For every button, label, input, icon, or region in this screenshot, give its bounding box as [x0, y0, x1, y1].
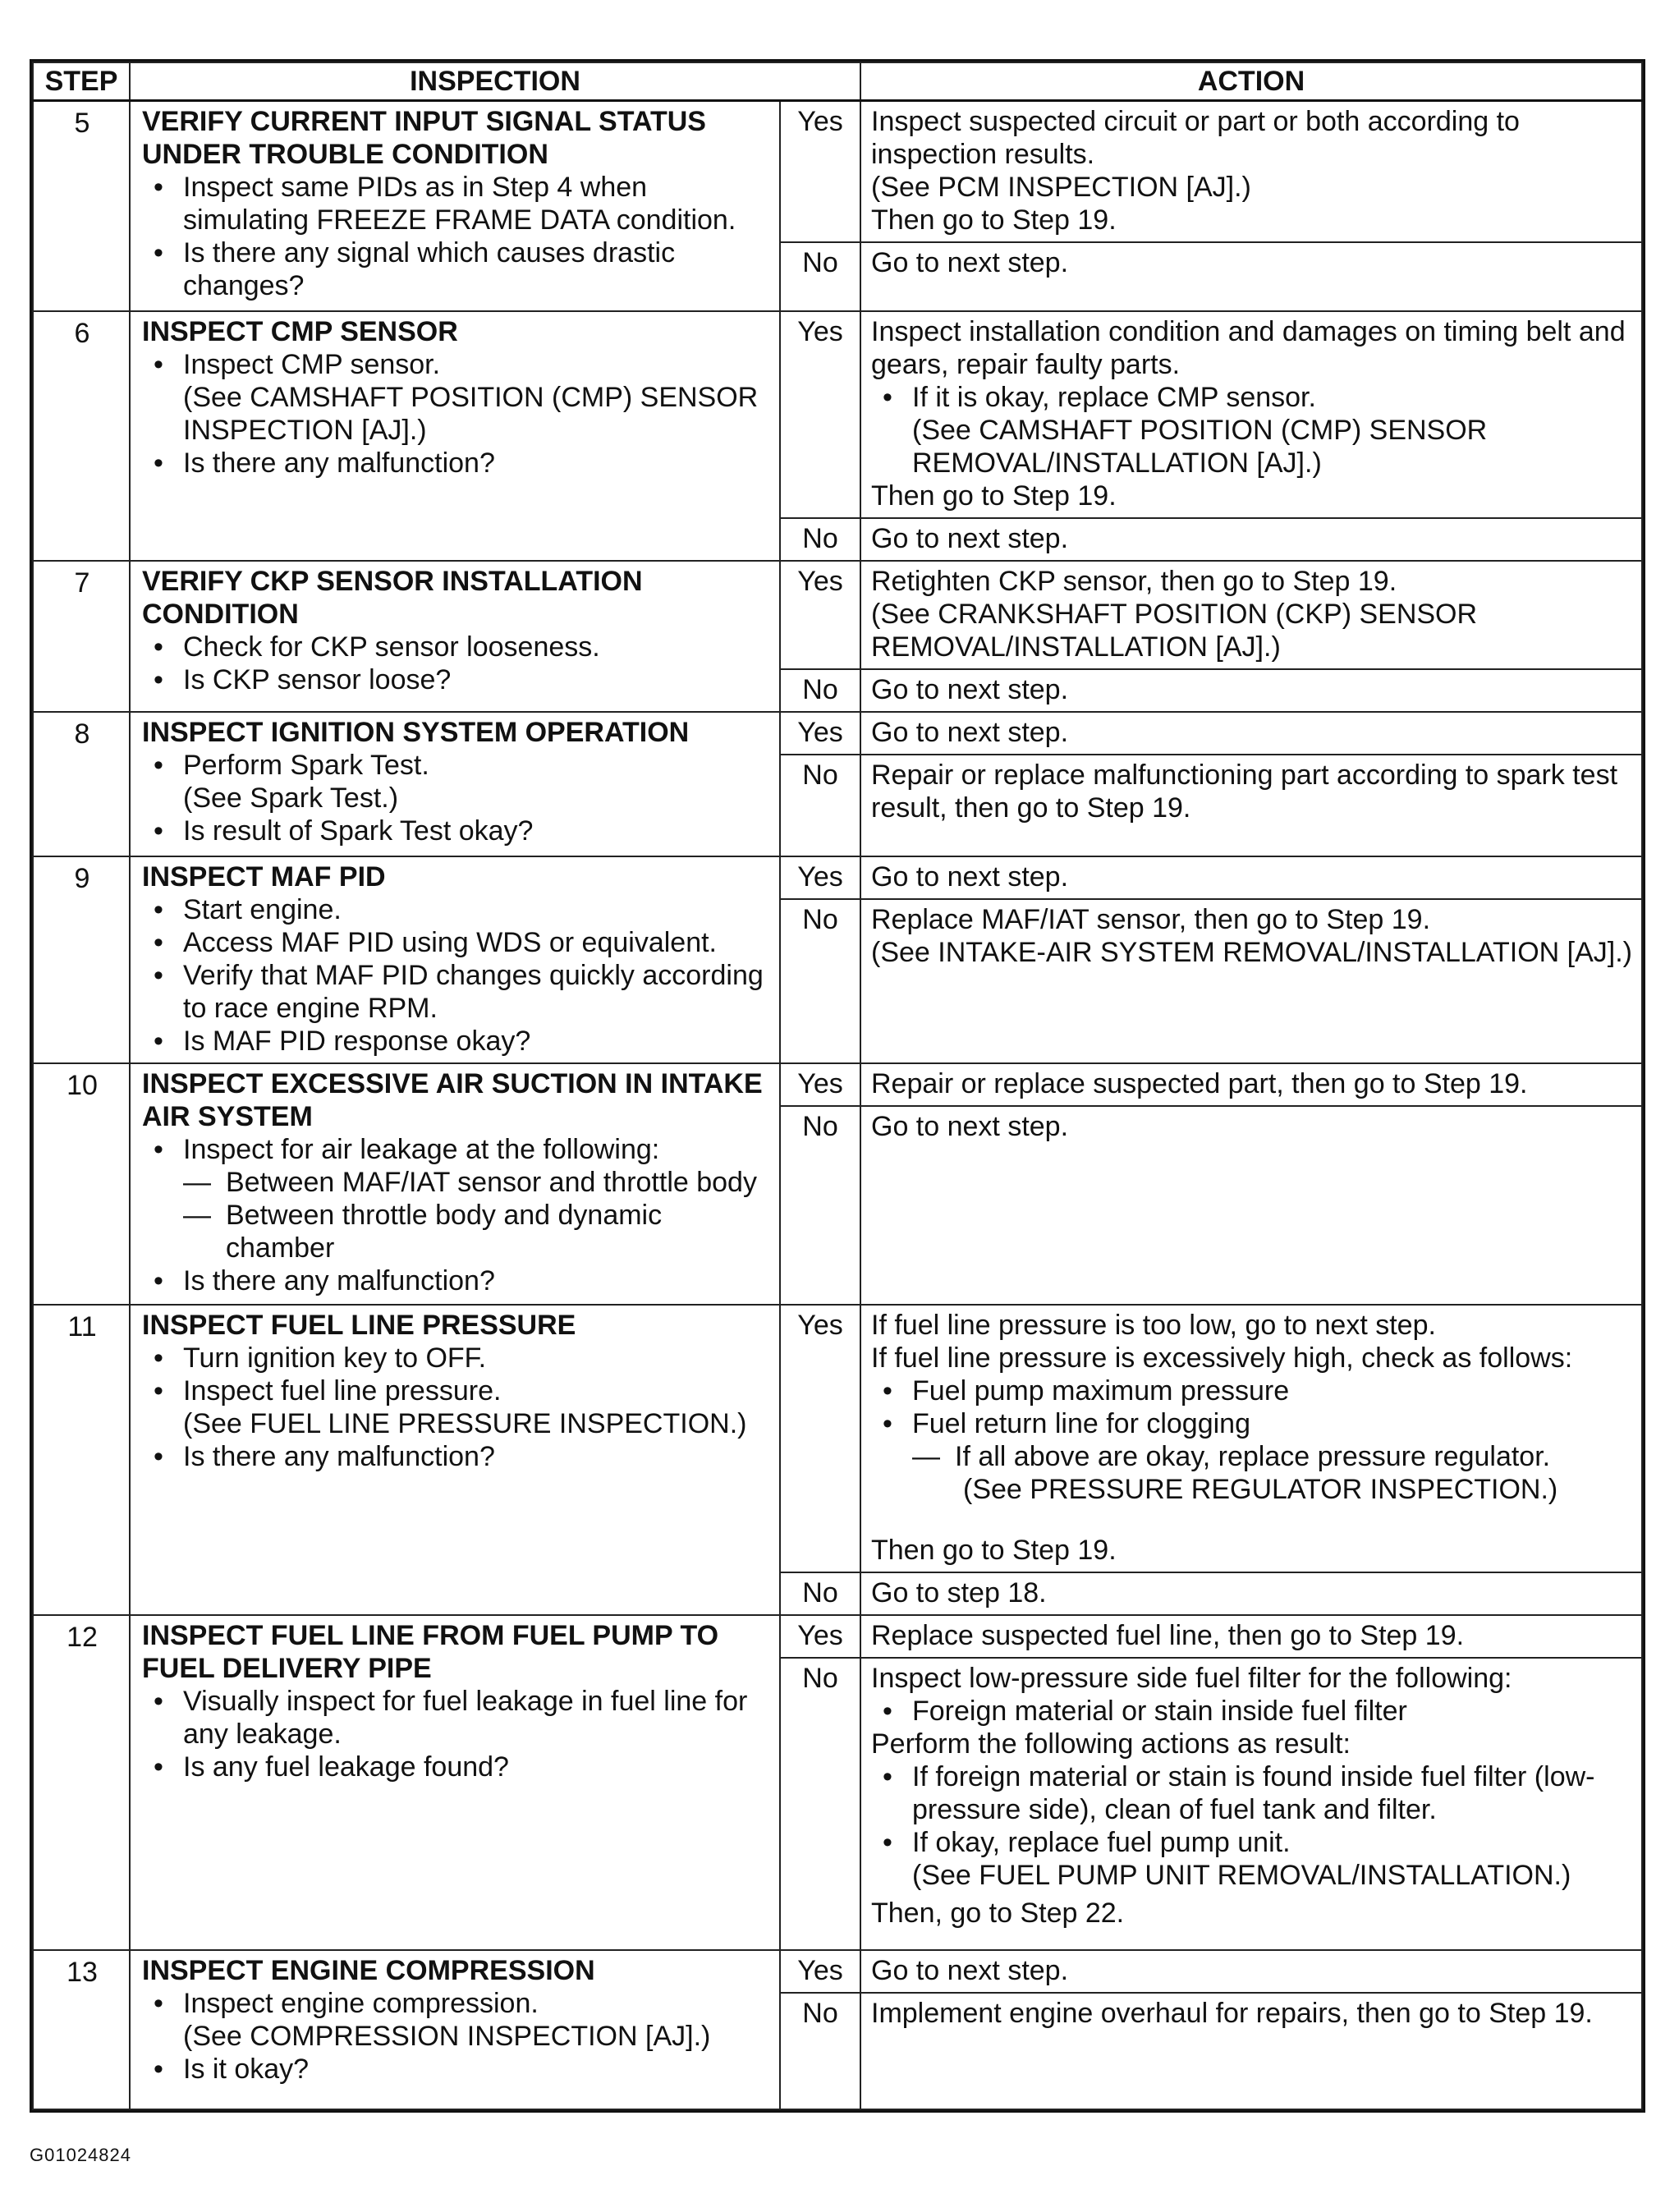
action-text: Repair or replace malfunctioning part according to spark test result, then go to Step 19.: [871, 760, 1618, 824]
action-text: Then go to Step 19.: [871, 480, 1117, 512]
inspection-title: VERIFY CKP SENSOR INSTALLATION CONDITION: [142, 566, 643, 630]
inspection-bullet: [142, 348, 771, 447]
action-text: Perform the following actions as result:: [871, 1728, 1351, 1760]
step-number: 12: [33, 1615, 130, 1950]
no-label: No: [780, 242, 860, 311]
action-subitem: [912, 1440, 1633, 1506]
header-step: STEP: [33, 62, 130, 101]
action-no-cell: [860, 899, 1642, 1063]
inspection-title: INSPECT CMP SENSOR: [142, 316, 458, 347]
action-text: Replace suspected fuel line, then go to Step 19.: [871, 1620, 1465, 1651]
reference-text: (See CAMSHAFT POSITION (CMP) SENSOR INSPECTION [AJ].): [183, 382, 759, 446]
action-text: Go to next step.: [871, 861, 1069, 893]
action-yes-cell: [860, 1615, 1642, 1658]
action-text: Replace MAF/IAT sensor, then go to Step 19.: [871, 904, 1431, 935]
action-text: Go to next step.: [871, 717, 1069, 748]
reference-text: (See CAMSHAFT POSITION (CMP) SENSOR REMOVAL/INSTALLATION [AJ].): [912, 415, 1488, 479]
table-row: [33, 101, 1642, 243]
table-header-row: [33, 62, 1642, 101]
table-row: [33, 1305, 1642, 1572]
yes-label: Yes: [780, 311, 860, 518]
action-text: Fuel return line for clogging: [912, 1408, 1251, 1439]
inspection-bullet: [142, 1133, 771, 1264]
inspection-bullet: • Is CKP sensor loose?: [142, 663, 771, 696]
action-no-cell: [860, 1658, 1642, 1950]
inspection-bullet: • Is MAF PID response okay?: [142, 1025, 771, 1058]
inspection-cell: [130, 712, 780, 856]
action-text: Retighten CKP sensor, then go to Step 19.: [871, 566, 1397, 597]
yes-label: Yes: [780, 1615, 860, 1658]
inspection-bullet: • Access MAF PID using WDS or equivalent.: [142, 926, 771, 959]
step-number: 10: [33, 1063, 130, 1305]
action-text: (See PCM INSPECTION [AJ].): [871, 172, 1251, 203]
no-label: No: [780, 755, 860, 856]
action-no-cell: [860, 518, 1642, 561]
yes-label: Yes: [780, 1063, 860, 1106]
step-number: 13: [33, 1950, 130, 2109]
inspection-bullet: • Inspect same PIDs as in Step 4 when simulating FREEZE FRAME DATA condition.: [142, 171, 771, 236]
inspection-cell: [130, 1305, 780, 1615]
action-text: Go to next step.: [871, 1111, 1069, 1142]
action-text: If it is okay, replace CMP sensor.: [912, 382, 1316, 413]
yes-label: Yes: [780, 712, 860, 755]
action-text: Go to next step.: [871, 247, 1069, 278]
table-row: [33, 1063, 1642, 1106]
yes-label: Yes: [780, 561, 860, 669]
step-number: 8: [33, 712, 130, 856]
action-text: Repair or replace suspected part, then go to Step 19.: [871, 1068, 1528, 1099]
inspection-title: INSPECT EXCESSIVE AIR SUCTION IN INTAKE AIR SYSTEM: [142, 1068, 763, 1132]
step-number: 11: [33, 1305, 130, 1615]
reference-text: (See FUEL LINE PRESSURE INSPECTION.): [183, 1408, 747, 1439]
action-text: Go to next step.: [871, 674, 1069, 705]
yes-label: Yes: [780, 101, 860, 243]
action-text: Then, go to Step 22.: [871, 1898, 1125, 1929]
step-number: 6: [33, 311, 130, 561]
diagnostic-table: [32, 62, 1643, 2110]
action-text: Implement engine overhaul for repairs, then go to Step 19.: [871, 1998, 1593, 2029]
action-yes-cell: [860, 712, 1642, 755]
inspection-cell: [130, 1615, 780, 1950]
action-yes-cell: [860, 1950, 1642, 1993]
action-text: Inspect suspected circuit or part or both according to inspection results.: [871, 106, 1520, 170]
inspection-bullet: • Is any fuel leakage found?: [142, 1751, 771, 1783]
inspection-subitem: — Between MAF/IAT sensor and throttle body: [183, 1166, 771, 1199]
inspection-bullet: • Is it okay?: [142, 2053, 771, 2086]
no-label: No: [780, 1993, 860, 2109]
action-bullet: [871, 381, 1633, 480]
inspection-text: Perform Spark Test.: [183, 750, 429, 781]
action-yes-cell: [860, 1305, 1642, 1572]
inspection-cell: [130, 561, 780, 712]
figure-id: G01024824: [30, 2145, 131, 2165]
action-no-cell: [860, 1106, 1642, 1305]
yes-label: Yes: [780, 856, 860, 899]
inspection-title: INSPECT IGNITION SYSTEM OPERATION: [142, 717, 690, 748]
header-inspection: INSPECTION: [130, 62, 860, 101]
action-text: Then go to Step 19.: [871, 204, 1117, 236]
table-row: [33, 561, 1642, 669]
action-text: If okay, replace fuel pump unit.: [912, 1827, 1291, 1858]
no-label: No: [780, 518, 860, 561]
table-row: [33, 311, 1642, 518]
action-bullet: [871, 1826, 1633, 1892]
inspection-bullet: • Is there any malfunction?: [142, 1264, 771, 1297]
action-bullet: • Foreign material or stain inside fuel filter: [871, 1695, 1633, 1728]
action-yes-cell: [860, 101, 1642, 243]
inspection-title: INSPECT FUEL LINE FROM FUEL PUMP TO FUEL DELIVERY PIPE: [142, 1620, 719, 1684]
reference-text: (See Spark Test.): [183, 782, 399, 814]
inspection-bullet: • Start engine.: [142, 893, 771, 926]
action-bullet: [871, 1407, 1633, 1506]
table-row: [33, 1950, 1642, 1993]
yes-label: Yes: [780, 1950, 860, 1993]
inspection-bullet: • Visually inspect for fuel leakage in fuel line for any leakage.: [142, 1685, 771, 1751]
inspection-text: Inspect CMP sensor.: [183, 349, 441, 380]
action-text: Then go to Step 19.: [871, 1535, 1117, 1566]
inspection-title: INSPECT FUEL LINE PRESSURE: [142, 1310, 576, 1341]
reference-text: (See CRANKSHAFT POSITION (CKP) SENSOR REMOVAL/INSTALLATION [AJ].): [871, 599, 1478, 663]
yes-label: Yes: [780, 1305, 860, 1572]
reference-text: (See FUEL PUMP UNIT REMOVAL/INSTALLATION.): [912, 1860, 1571, 1891]
diagnostic-table-frame: [30, 59, 1645, 2113]
action-bullet: • Fuel pump maximum pressure: [871, 1374, 1633, 1407]
inspection-text: Inspect fuel line pressure.: [183, 1375, 502, 1407]
inspection-bullet: [142, 1374, 771, 1440]
action-no-cell: [860, 242, 1642, 311]
step-number: 9: [33, 856, 130, 1063]
reference-text: (See PRESSURE REGULATOR INSPECTION.): [963, 1474, 1558, 1505]
step-number: 7: [33, 561, 130, 712]
inspection-subitem: — Between throttle body and dynamic chamber: [183, 1199, 771, 1264]
no-label: No: [780, 1106, 860, 1305]
table-row: [33, 712, 1642, 755]
action-bullet: • If foreign material or stain is found inside fuel filter (low-pressure side), clean of fuel tank and filter.: [871, 1760, 1633, 1826]
action-no-cell: [860, 1572, 1642, 1615]
no-label: No: [780, 669, 860, 712]
inspection-bullet: • Turn ignition key to OFF.: [142, 1342, 771, 1374]
inspection-bullet: • Is there any malfunction?: [142, 447, 771, 480]
inspection-text: Inspect engine compression.: [183, 1988, 539, 2019]
inspection-cell: [130, 1950, 780, 2109]
inspection-bullet: • Verify that MAF PID changes quickly according to race engine RPM.: [142, 959, 771, 1025]
inspection-bullet: • Is there any signal which causes drastic changes?: [142, 236, 771, 302]
inspection-text: Inspect for air leakage at the following:: [183, 1134, 660, 1165]
inspection-bullet: • Is result of Spark Test okay?: [142, 815, 771, 847]
action-yes-cell: [860, 1063, 1642, 1106]
inspection-cell: [130, 856, 780, 1063]
action-text: Inspect low-pressure side fuel filter for the following:: [871, 1663, 1512, 1694]
no-label: No: [780, 1572, 860, 1615]
inspection-title: INSPECT ENGINE COMPRESSION: [142, 1955, 595, 1986]
inspection-title: VERIFY CURRENT INPUT SIGNAL STATUS UNDER TROUBLE CONDITION: [142, 106, 706, 170]
action-text: Go to next step.: [871, 1955, 1069, 1986]
inspection-cell: [130, 1063, 780, 1305]
action-text: Go to next step.: [871, 523, 1069, 554]
step-number: 5: [33, 101, 130, 312]
action-no-cell: [860, 755, 1642, 856]
action-text: Go to step 18.: [871, 1577, 1047, 1609]
reference-text: (See INTAKE-AIR SYSTEM REMOVAL/INSTALLATION [AJ].): [871, 937, 1632, 968]
action-text: If all above are okay, replace pressure regulator.: [955, 1441, 1551, 1472]
table-row: [33, 856, 1642, 899]
action-yes-cell: [860, 856, 1642, 899]
inspection-cell: [130, 101, 780, 312]
action-text: If fuel line pressure is excessively high, check as follows:: [871, 1342, 1573, 1374]
inspection-bullet: [142, 1987, 771, 2053]
inspection-bullet: • Check for CKP sensor looseness.: [142, 631, 771, 663]
inspection-title: INSPECT MAF PID: [142, 861, 386, 893]
no-label: No: [780, 899, 860, 1063]
reference-text: (See COMPRESSION INSPECTION [AJ].): [183, 2021, 711, 2052]
action-no-cell: [860, 1993, 1642, 2109]
inspection-cell: [130, 311, 780, 561]
action-yes-cell: [860, 311, 1642, 518]
table-row: [33, 1615, 1642, 1658]
action-no-cell: [860, 669, 1642, 712]
inspection-bullet: • Is there any malfunction?: [142, 1440, 771, 1473]
no-label: No: [780, 1658, 860, 1950]
action-yes-cell: [860, 561, 1642, 669]
action-text: Inspect installation condition and damages on timing belt and gears, repair faulty parts.: [871, 316, 1626, 380]
header-action: ACTION: [860, 62, 1642, 101]
action-text: If fuel line pressure is too low, go to next step.: [871, 1310, 1436, 1341]
inspection-bullet: [142, 749, 771, 815]
